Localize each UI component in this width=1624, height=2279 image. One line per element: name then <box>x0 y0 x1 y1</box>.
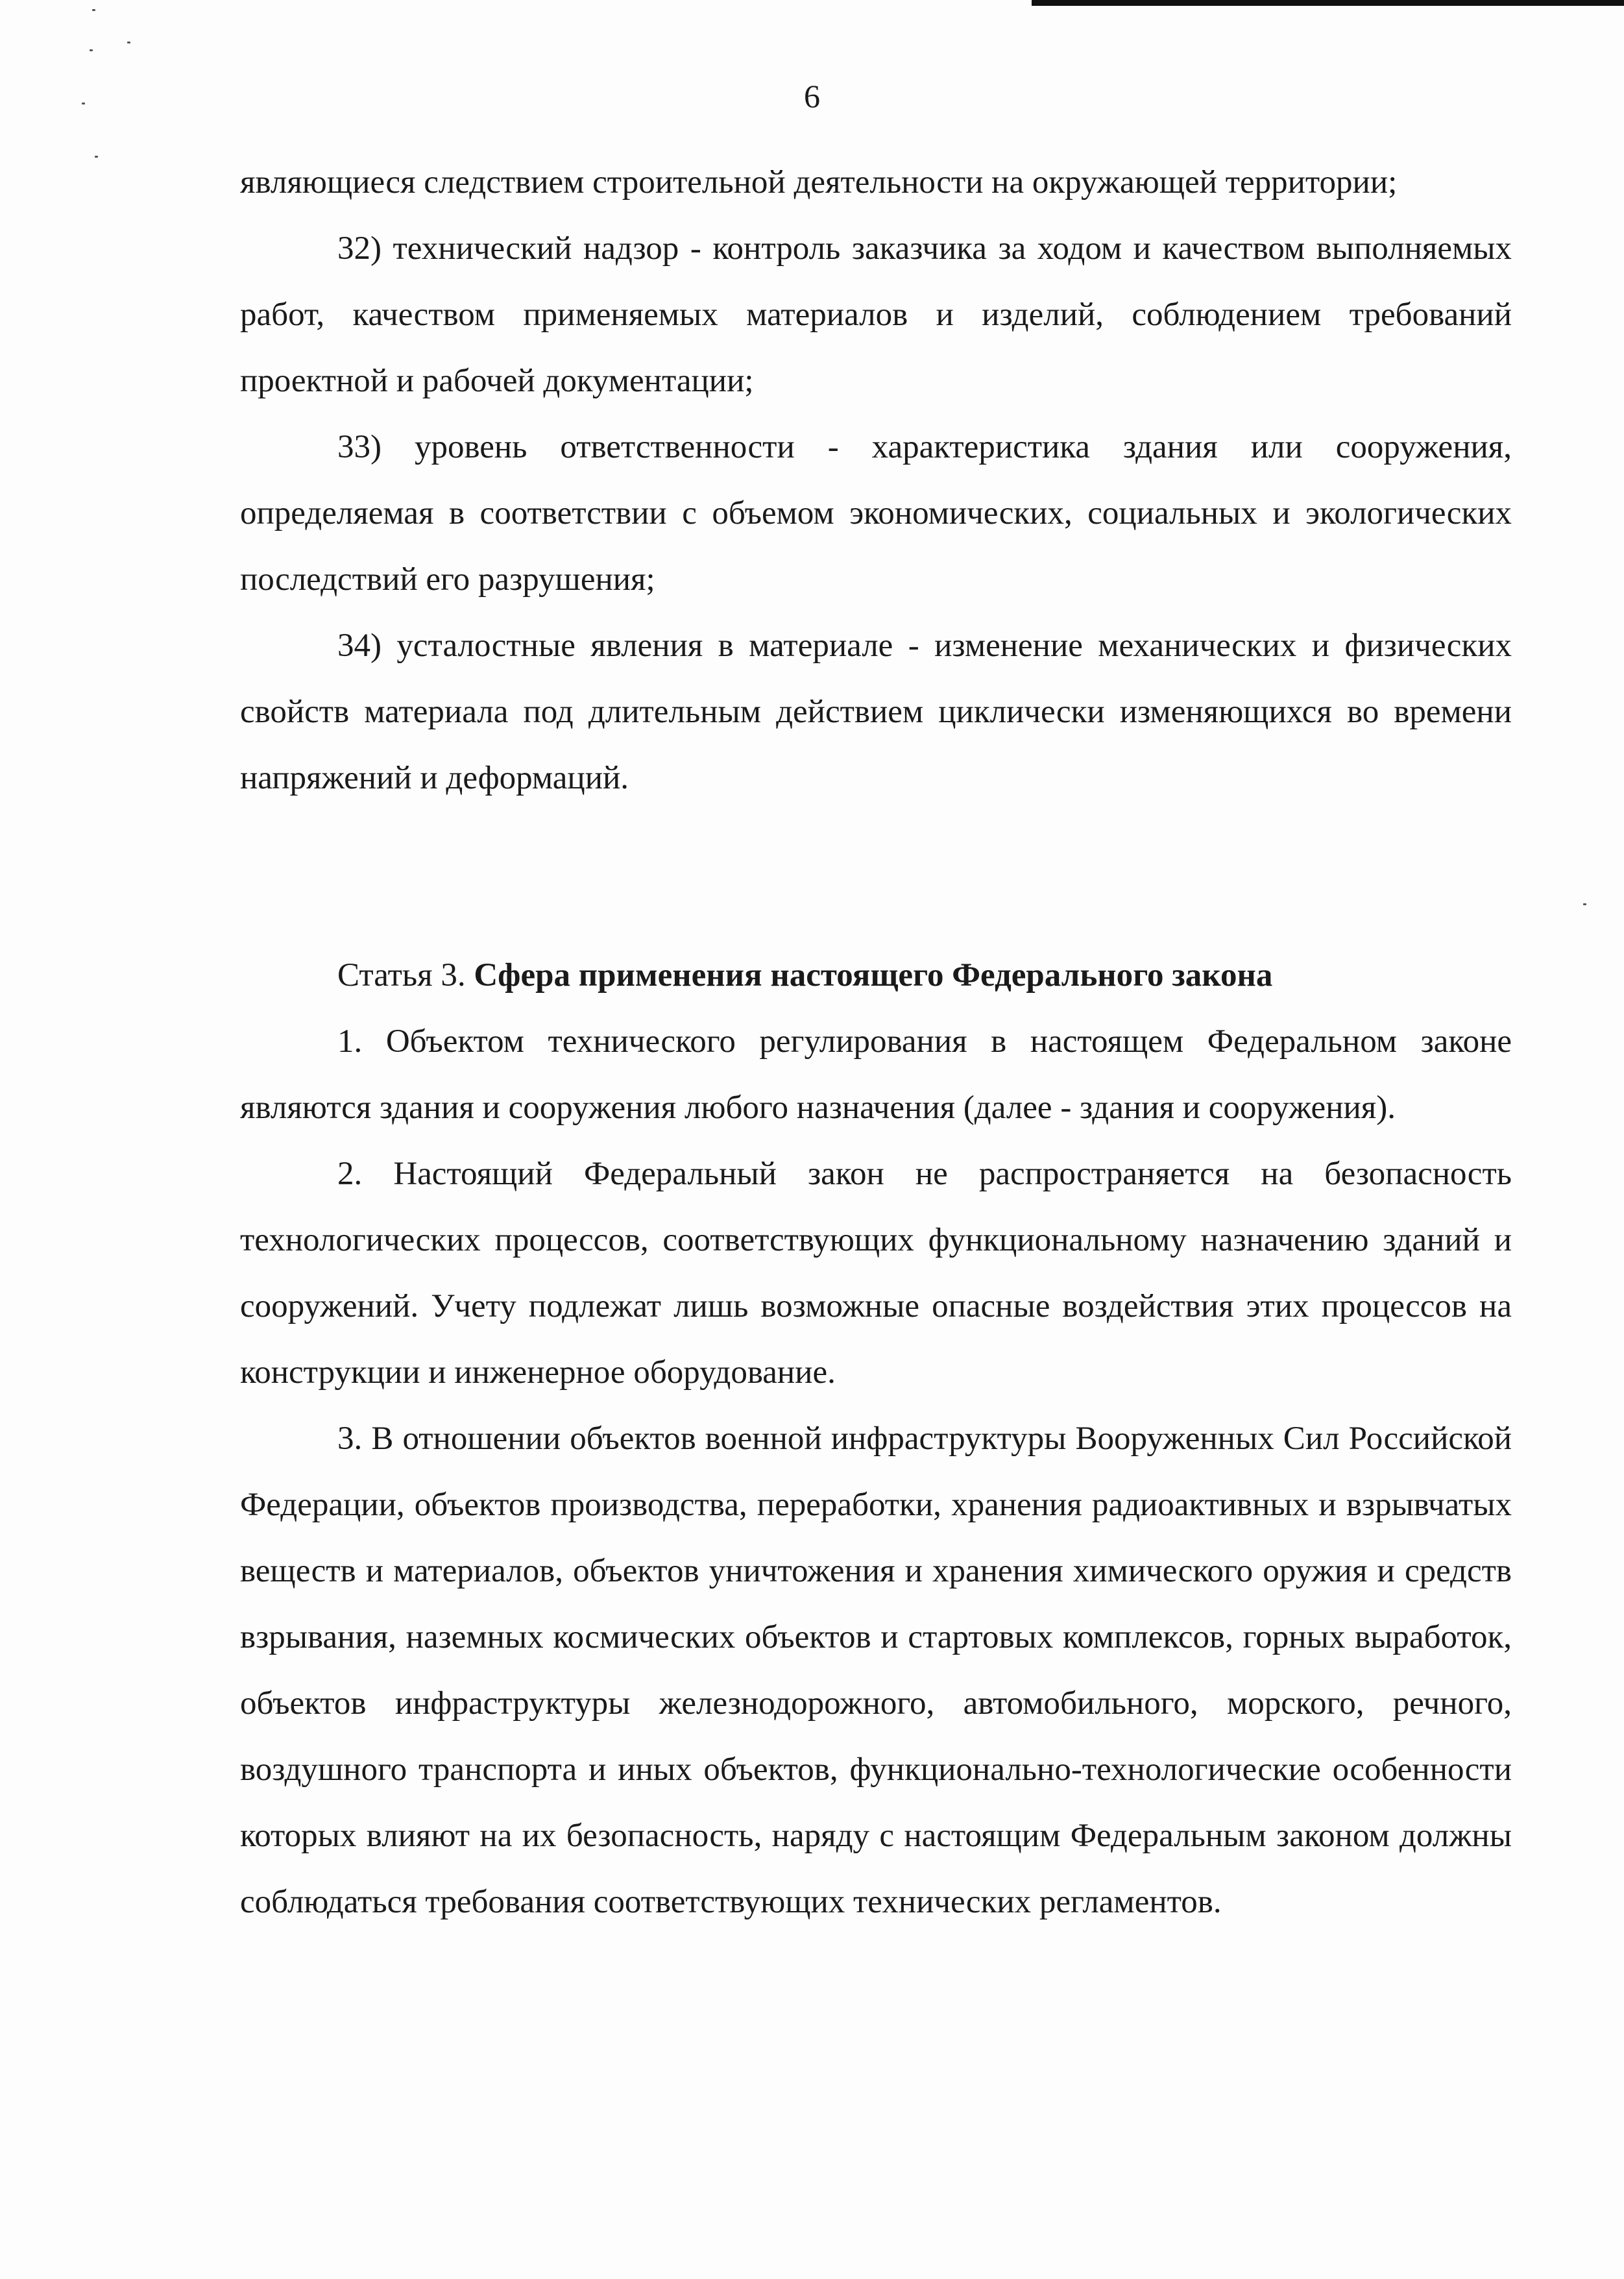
paragraph: 34) усталостные явления в материале - изменение механических и физических свойств материала под длительным действием циклически изменяющихся во времени напряжений и деформаций. <box>240 628 1512 796</box>
article-heading <box>240 942 1512 1008</box>
article-paragraphs <box>240 1008 1512 1935</box>
paragraph: 3. В отношении объектов военной инфраструктуры Вооруженных Сил Российской Федерации, объектов производства, переработки, хранения радиоактивных и взрывчатых веществ и материалов, объектов уничтожения и хранения химического оружия и средств взрывания, наземных космических объектов и стартовых комплексов, горных выработок, объектов инфраструктуры железнодорожного, автомобильного, морского, речного, воздушного транспорта и иных объектов, функционально-технологические особенности которых влияют на их безопасность, наряду с настоящим Федеральным законом должны соблюдаться требования соответствующих технических регламентов. <box>240 1420 1512 1920</box>
page-number: 6 <box>804 78 820 114</box>
scan-speck <box>95 156 98 158</box>
scan-speck <box>127 42 130 43</box>
scan-speck <box>1583 903 1586 905</box>
paragraph: являющиеся следствием строительной деятельности на окружающей территории; <box>240 164 1398 201</box>
paragraph: 32) технический надзор - контроль заказчика за ходом и качеством выполняемых работ, качеством применяемых материалов и изделий, соблюдением требований проектной и рабочей документации; <box>240 230 1512 399</box>
paragraph: 1. Объектом технического регулирования в настоящем Федеральном законе являются здания и сооружения любого назначения (далее - здания и сооружения). <box>240 1023 1512 1126</box>
scan-speck <box>90 49 93 51</box>
scan-edge-artifact <box>1032 0 1624 6</box>
article-section <box>240 942 1512 1935</box>
definitions-list <box>240 149 1512 811</box>
scan-speck <box>92 9 95 11</box>
paragraph: 2. Настоящий Федеральный закон не распространяется на безопасность технологических процессов, соответствующих функциональному назначению зданий и сооружений. Учету подлежат лишь возможные опасные воздействия этих процессов на конструкции и инженерное оборудование. <box>240 1156 1512 1391</box>
article-label: Статья 3. <box>337 957 466 993</box>
paragraph: 33) уровень ответственности - характеристика здания или сооружения, определяемая в соответствии с объемом экономических, социальных и экологических последствий его разрушения; <box>240 429 1512 598</box>
article-title: Сфера применения настоящего Федерального закона <box>474 957 1273 993</box>
